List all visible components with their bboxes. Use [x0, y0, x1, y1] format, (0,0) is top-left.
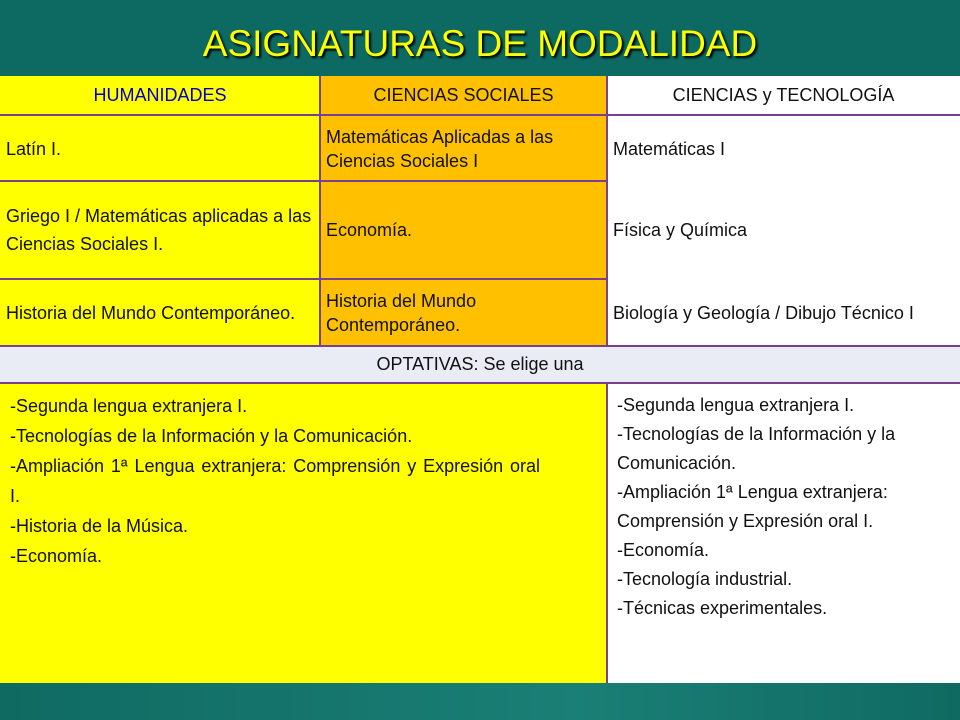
cell-text: Biología y Geología / Dibujo Técnico I	[613, 302, 914, 323]
table-cell	[320, 116, 607, 181]
table-cell	[607, 181, 960, 279]
grid-line	[319, 76, 321, 346]
table-cell	[0, 116, 320, 181]
list-item: -Tecnología industrial.	[617, 569, 793, 589]
header-ciencias-sociales-label: CIENCIAS SOCIALES	[373, 85, 554, 105]
cell-text: Griego I / Matemáticas aplicadas a las Ciencias Sociales I.	[6, 206, 312, 254]
header-humanidades-label: HUMANIDADES	[93, 85, 227, 105]
cell-text: Historia del Mundo Contemporáneo.	[6, 302, 296, 323]
cell-text: Historia del Mundo Contemporáneo.	[326, 290, 477, 335]
table-cell	[320, 279, 607, 346]
cell-text: Economía.	[326, 220, 413, 240]
list-item: -Economía.	[617, 540, 710, 560]
list-item: -Economía.	[10, 546, 103, 566]
grid-line	[0, 278, 607, 280]
table-cell	[607, 279, 960, 346]
header-humanidades	[0, 76, 320, 114]
list-item: -Tecnologías de la Información y la Comunicación.	[617, 424, 896, 473]
list-item: -Ampliación 1ª Lengua extranjera: Comprensión y Expresión oral I.	[10, 456, 540, 506]
bottom-bar	[0, 683, 960, 720]
table-cell	[0, 279, 320, 346]
table-cell	[607, 116, 960, 181]
grid-line	[0, 382, 960, 384]
list-item: -Segunda lengua extranjera I.	[617, 395, 855, 415]
title-bar	[0, 0, 960, 76]
page-title: ASIGNATURAS DE MODALIDAD	[202, 23, 758, 64]
grid-line	[606, 76, 608, 346]
header-ciencias-tecnologia-label: CIENCIAS y TECNOLOGÍA	[672, 85, 895, 105]
cell-text: Latín I.	[6, 138, 62, 159]
optativas-list-humanidades-sociales	[0, 383, 607, 683]
grid-line	[606, 383, 608, 683]
list-item: -Técnicas experimentales.	[617, 598, 828, 618]
grid-line	[0, 180, 607, 182]
list-item: -Tecnologías de la Información y la Comunicación.	[10, 426, 413, 446]
grid-line	[0, 114, 960, 116]
optativas-label: OPTATIVAS: Se elige una	[376, 354, 584, 374]
optativas-list-ciencias-tecnologia	[607, 383, 960, 683]
table-cell	[320, 181, 607, 279]
header-ciencias-tecnologia	[607, 76, 960, 114]
cell-text: Matemáticas Aplicadas a las Ciencias Sociales I	[326, 126, 554, 171]
list-item: -Historia de la Música.	[10, 516, 189, 536]
table-cell	[0, 181, 320, 279]
cell-text: Física y Química	[613, 220, 748, 240]
grid-line	[0, 345, 960, 347]
list-item: -Ampliación 1ª Lengua extranjera: Comprensión y Expresión oral I.	[617, 482, 888, 531]
optativas-bar	[0, 346, 960, 383]
header-ciencias-sociales	[320, 76, 607, 114]
cell-text: Matemáticas I	[613, 138, 726, 159]
list-item: -Segunda lengua extranjera I.	[10, 396, 248, 416]
